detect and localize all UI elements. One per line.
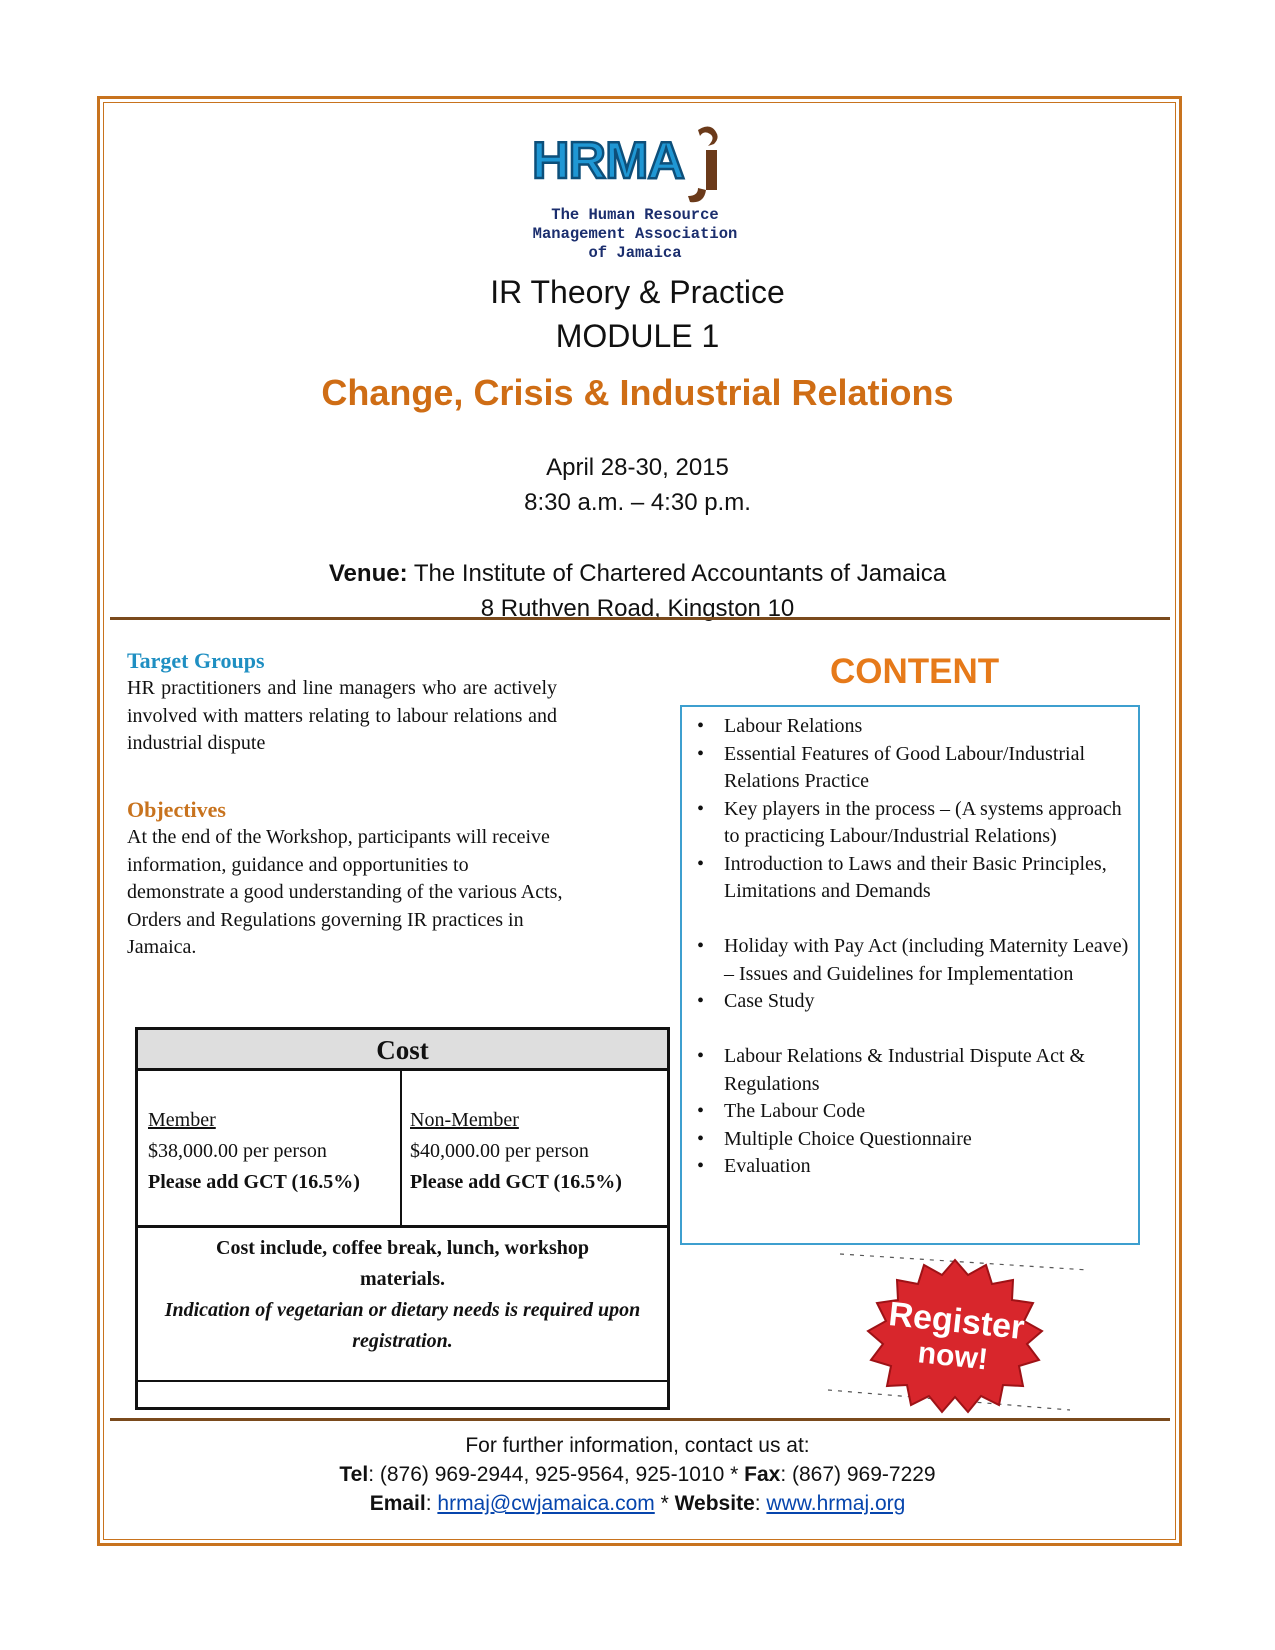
logo-tagline (470, 206, 800, 263)
course-title: IR Theory & Practice (490, 274, 785, 310)
non-member-cost-cell (410, 1105, 665, 1198)
cost-column-divider (400, 1068, 402, 1225)
cost-includes: Cost include, coffee break, lunch, workshop materials. (216, 1237, 589, 1290)
content-item-text: Introduction to Laws and their Basic Principles, Limitations and Demands (724, 852, 1107, 902)
bullet: • (697, 742, 705, 765)
tel-label: Tel (339, 1463, 369, 1486)
list-item (694, 1126, 1134, 1154)
bullet: • (697, 715, 705, 737)
bullet: • (697, 1155, 705, 1177)
svg-text:HRMA: HRMA (532, 132, 684, 190)
list-item (694, 713, 1134, 741)
content-heading: CONTENT (830, 652, 1000, 691)
badge-line-2: now! (916, 1336, 990, 1377)
non-member-label: Non-Member (410, 1109, 519, 1131)
bullet: • (697, 852, 705, 875)
separator: * (654, 1492, 675, 1515)
member-label: Member (148, 1109, 216, 1131)
badge-line-1: Register (886, 1295, 1027, 1348)
footer-intro: For further information, contact us at: (465, 1434, 810, 1457)
email-link[interactable]: hrmaj@cwjamaica.com (437, 1492, 655, 1515)
list-item (694, 796, 1134, 851)
content-item-text: Multiple Choice Questionnaire (724, 1127, 972, 1150)
content-item-text: Holiday with Pay Act (including Maternity Leave) – Issues and Guidelines for Implementation (724, 935, 1129, 985)
cost-bottom-divider (138, 1380, 667, 1382)
register-now-badge[interactable] (810, 1240, 1100, 1430)
divider-top (110, 617, 1170, 620)
module-label: MODULE 1 (555, 318, 720, 354)
website-link[interactable]: www.hrmaj.org (766, 1492, 906, 1515)
list-item (694, 851, 1134, 906)
logo-tagline-2: Management Association (532, 225, 738, 243)
non-member-gct: Please add GCT (16.5%) (410, 1171, 622, 1193)
website-label: Website (674, 1492, 755, 1515)
tel-numbers: : (876) 969-2944, 925-9564, 925-1010 (368, 1463, 725, 1486)
content-item-text: Labour Relations (724, 715, 863, 737)
list-item (694, 988, 1134, 1016)
colon: : (754, 1492, 767, 1515)
cost-row-divider (138, 1225, 667, 1228)
content-item-text: Case Study (724, 990, 815, 1012)
content-item-text: Essential Features of Good Labour/Industrial Relations Practice (724, 742, 1086, 792)
list-item (694, 741, 1134, 796)
venue (0, 560, 1275, 588)
objectives-heading: Objectives (127, 797, 226, 822)
content-list (694, 713, 1134, 1181)
logo-tagline-3: of Jamaica (588, 244, 682, 262)
separator: * (724, 1463, 745, 1486)
venue-address: 8 Ruthven Road, Kingston 10 (480, 595, 795, 622)
member-price: $38,000.00 per person (148, 1140, 327, 1162)
venue-name: The Institute of Chartered Accountants of Jamaica (407, 560, 947, 587)
list-item (694, 1043, 1134, 1098)
target-groups-heading: Target Groups (127, 648, 265, 673)
logo-tagline-1: The Human Resource (551, 206, 719, 224)
member-cost-cell (148, 1105, 393, 1198)
member-gct: Please add GCT (16.5%) (148, 1171, 360, 1193)
cost-note (138, 1233, 667, 1357)
bullet: • (697, 1127, 705, 1150)
bullet: • (697, 1045, 705, 1067)
fax-number: : (867) 969-7229 (780, 1463, 936, 1486)
objectives-text: At the end of the Workshop, participants will receive information, guidance and opportunities to demonstrate a good understanding of the various Acts, Orders and Regulations governing IR practices in Jamaica. (127, 826, 563, 958)
colon: : (425, 1492, 438, 1515)
event-time: 8:30 a.m. – 4:30 p.m. (524, 489, 751, 516)
bullet: • (697, 797, 705, 820)
divider-bottom (110, 1418, 1170, 1421)
email-label: Email (369, 1492, 426, 1515)
dietary-note: Indication of vegetarian or dietary needs is required upon registration. (164, 1299, 641, 1352)
footer-phone-fax (0, 1463, 1275, 1487)
content-item-text: Key players in the process – (A systems approach to practicing Labour/Industrial Relations) (724, 797, 1122, 847)
bullet: • (697, 990, 705, 1012)
non-member-price: $40,000.00 per person (410, 1140, 589, 1162)
workshop-title: Change, Crisis & Industrial Relations (321, 372, 954, 413)
venue-label: Venue: (328, 560, 408, 587)
cost-heading: Cost (138, 1030, 667, 1071)
list-item (694, 1153, 1134, 1181)
content-item-text: The Labour Code (724, 1100, 866, 1122)
fax-label: Fax (744, 1463, 781, 1486)
event-dates: April 28-30, 2015 (546, 454, 729, 481)
content-item-text: Labour Relations & Industrial Dispute Act & Regulations (724, 1045, 1086, 1095)
content-item-text: Evaluation (724, 1155, 811, 1177)
bullet: • (697, 935, 705, 957)
list-item (694, 933, 1134, 988)
target-groups-text: HR practitioners and line managers who are actively involved with matters relating to labour relations and industrial dispute (127, 677, 557, 754)
footer-email-web (0, 1492, 1275, 1516)
list-item (694, 1098, 1134, 1126)
bullet: • (697, 1100, 705, 1122)
cost-table (135, 1027, 670, 1410)
